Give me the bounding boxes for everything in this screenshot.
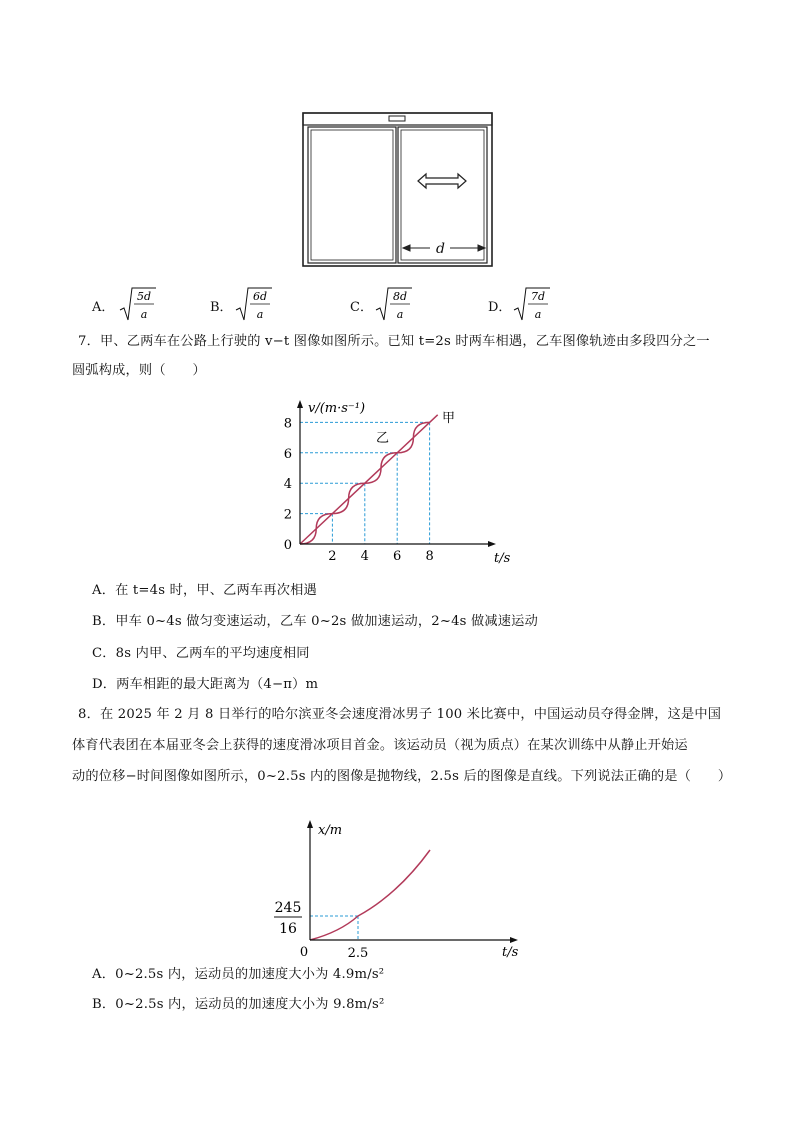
vt-x-tick-6: 6 (393, 549, 402, 564)
vt-y-tick-4: 4 (283, 477, 292, 493)
vt-y-tick-8: 8 (283, 416, 292, 432)
vt-x-tick-8: 8 (425, 549, 434, 564)
vt-chart (270, 392, 530, 570)
vt-origin-label: 0 (283, 538, 292, 553)
vt-y-tick-2: 2 (283, 507, 292, 523)
xt-y-axis-label: x/m (318, 823, 343, 838)
svg-text:6d: 6d (252, 290, 268, 303)
d-label: d (436, 241, 445, 257)
q7-option-a[interactable]: A．在 t=4s 时，甲、乙两车再次相遇 (92, 583, 317, 598)
door-left-panel (308, 127, 396, 263)
xt-chart (268, 818, 528, 966)
sqrt-fraction-d (512, 284, 552, 324)
q8-option-a[interactable]: A．0~2.5s 内，运动员的加速度大小为 4.9m/s² (92, 967, 385, 982)
q7-stem-line2: 圆弧构成，则（ ） (72, 363, 206, 378)
q8-stem-line1: 8．在 2025 年 2 月 8 日举行的哈尔滨亚冬会速度滑冰男子 100 米比赛中，中国运动员夺得金牌，这是中国 (78, 707, 722, 722)
xt-series-curve (310, 850, 430, 940)
vt-x-axis-label: t/s (494, 551, 511, 566)
svg-text:a: a (140, 308, 148, 321)
xt-y-tick-denominator: 16 (279, 921, 297, 937)
door-top-rail (303, 113, 492, 125)
q8-stem-line3: 动的位移−时间图像如图所示，0~2.5s 内的图像是抛物线，2.5s 后的图像是直线。下列说法正确的是（ ） (72, 769, 732, 784)
q7-option-b[interactable]: B．甲车 0~4s 做匀变速运动，乙车 0~2s 做加速运动，2~4s 做减速运动 (92, 614, 538, 629)
vt-series-jia-line (300, 415, 438, 544)
vt-series-yi-label: 乙 (376, 431, 390, 446)
vt-series-jia-label: 甲 (442, 411, 456, 426)
sqrt-fraction-a (118, 284, 158, 324)
vt-y-axis-label: v/(m·s⁻¹) (308, 401, 366, 416)
double-arrow-icon (418, 174, 466, 188)
xt-origin-label: 0 (299, 945, 309, 960)
sqrt-fraction-b (234, 284, 274, 324)
q7-option-d[interactable]: D．两车相距的最大距离为（4−π）m (92, 677, 319, 692)
door-handle (389, 116, 405, 121)
vt-x-axis-arrow (488, 541, 496, 547)
vt-y-axis-arrow (297, 400, 303, 408)
sqrt-fraction-c (374, 284, 414, 324)
svg-text:a: a (256, 308, 264, 321)
svg-text:a: a (396, 308, 404, 321)
svg-text:7d: 7d (530, 290, 546, 303)
vt-x-tick-4: 4 (360, 549, 369, 564)
q6-option-a[interactable]: A． (92, 300, 115, 315)
q7-stem-line1: 7．甲、乙两车在公路上行驶的 v−t 图像如图所示。已知 t=2s 时两车相遇，乙车图像轨迹由多段四分之一 (78, 334, 710, 349)
svg-text:5d: 5d (136, 290, 152, 303)
q6-option-b[interactable]: B． (210, 300, 233, 315)
vt-y-tick-6: 6 (283, 446, 292, 462)
xt-x-axis-label: t/s (502, 945, 519, 960)
xt-y-tick-numerator: 245 (274, 900, 302, 916)
q8-option-b[interactable]: B．0~2.5s 内，运动员的加速度大小为 9.8m/s² (92, 997, 385, 1012)
xt-x-axis-arrow (510, 937, 518, 943)
q6-option-c[interactable]: C． (350, 300, 373, 315)
vt-x-tick-2: 2 (328, 549, 337, 564)
xt-y-axis-arrow (307, 820, 313, 828)
q6-option-d[interactable]: D． (488, 300, 512, 315)
sliding-door-figure (300, 110, 496, 270)
svg-text:a: a (534, 308, 542, 321)
q7-option-c[interactable]: C．8s 内甲、乙两车的平均速度相同 (92, 646, 310, 661)
xt-x-tick-2.5: 2.5 (347, 946, 369, 961)
svg-text:8d: 8d (392, 290, 408, 303)
q8-stem-line2: 体育代表团在本届亚冬会上获得的速度滑冰项目首金。该运动员（视为质点）在某次训练中从静止开始运 (72, 738, 688, 753)
